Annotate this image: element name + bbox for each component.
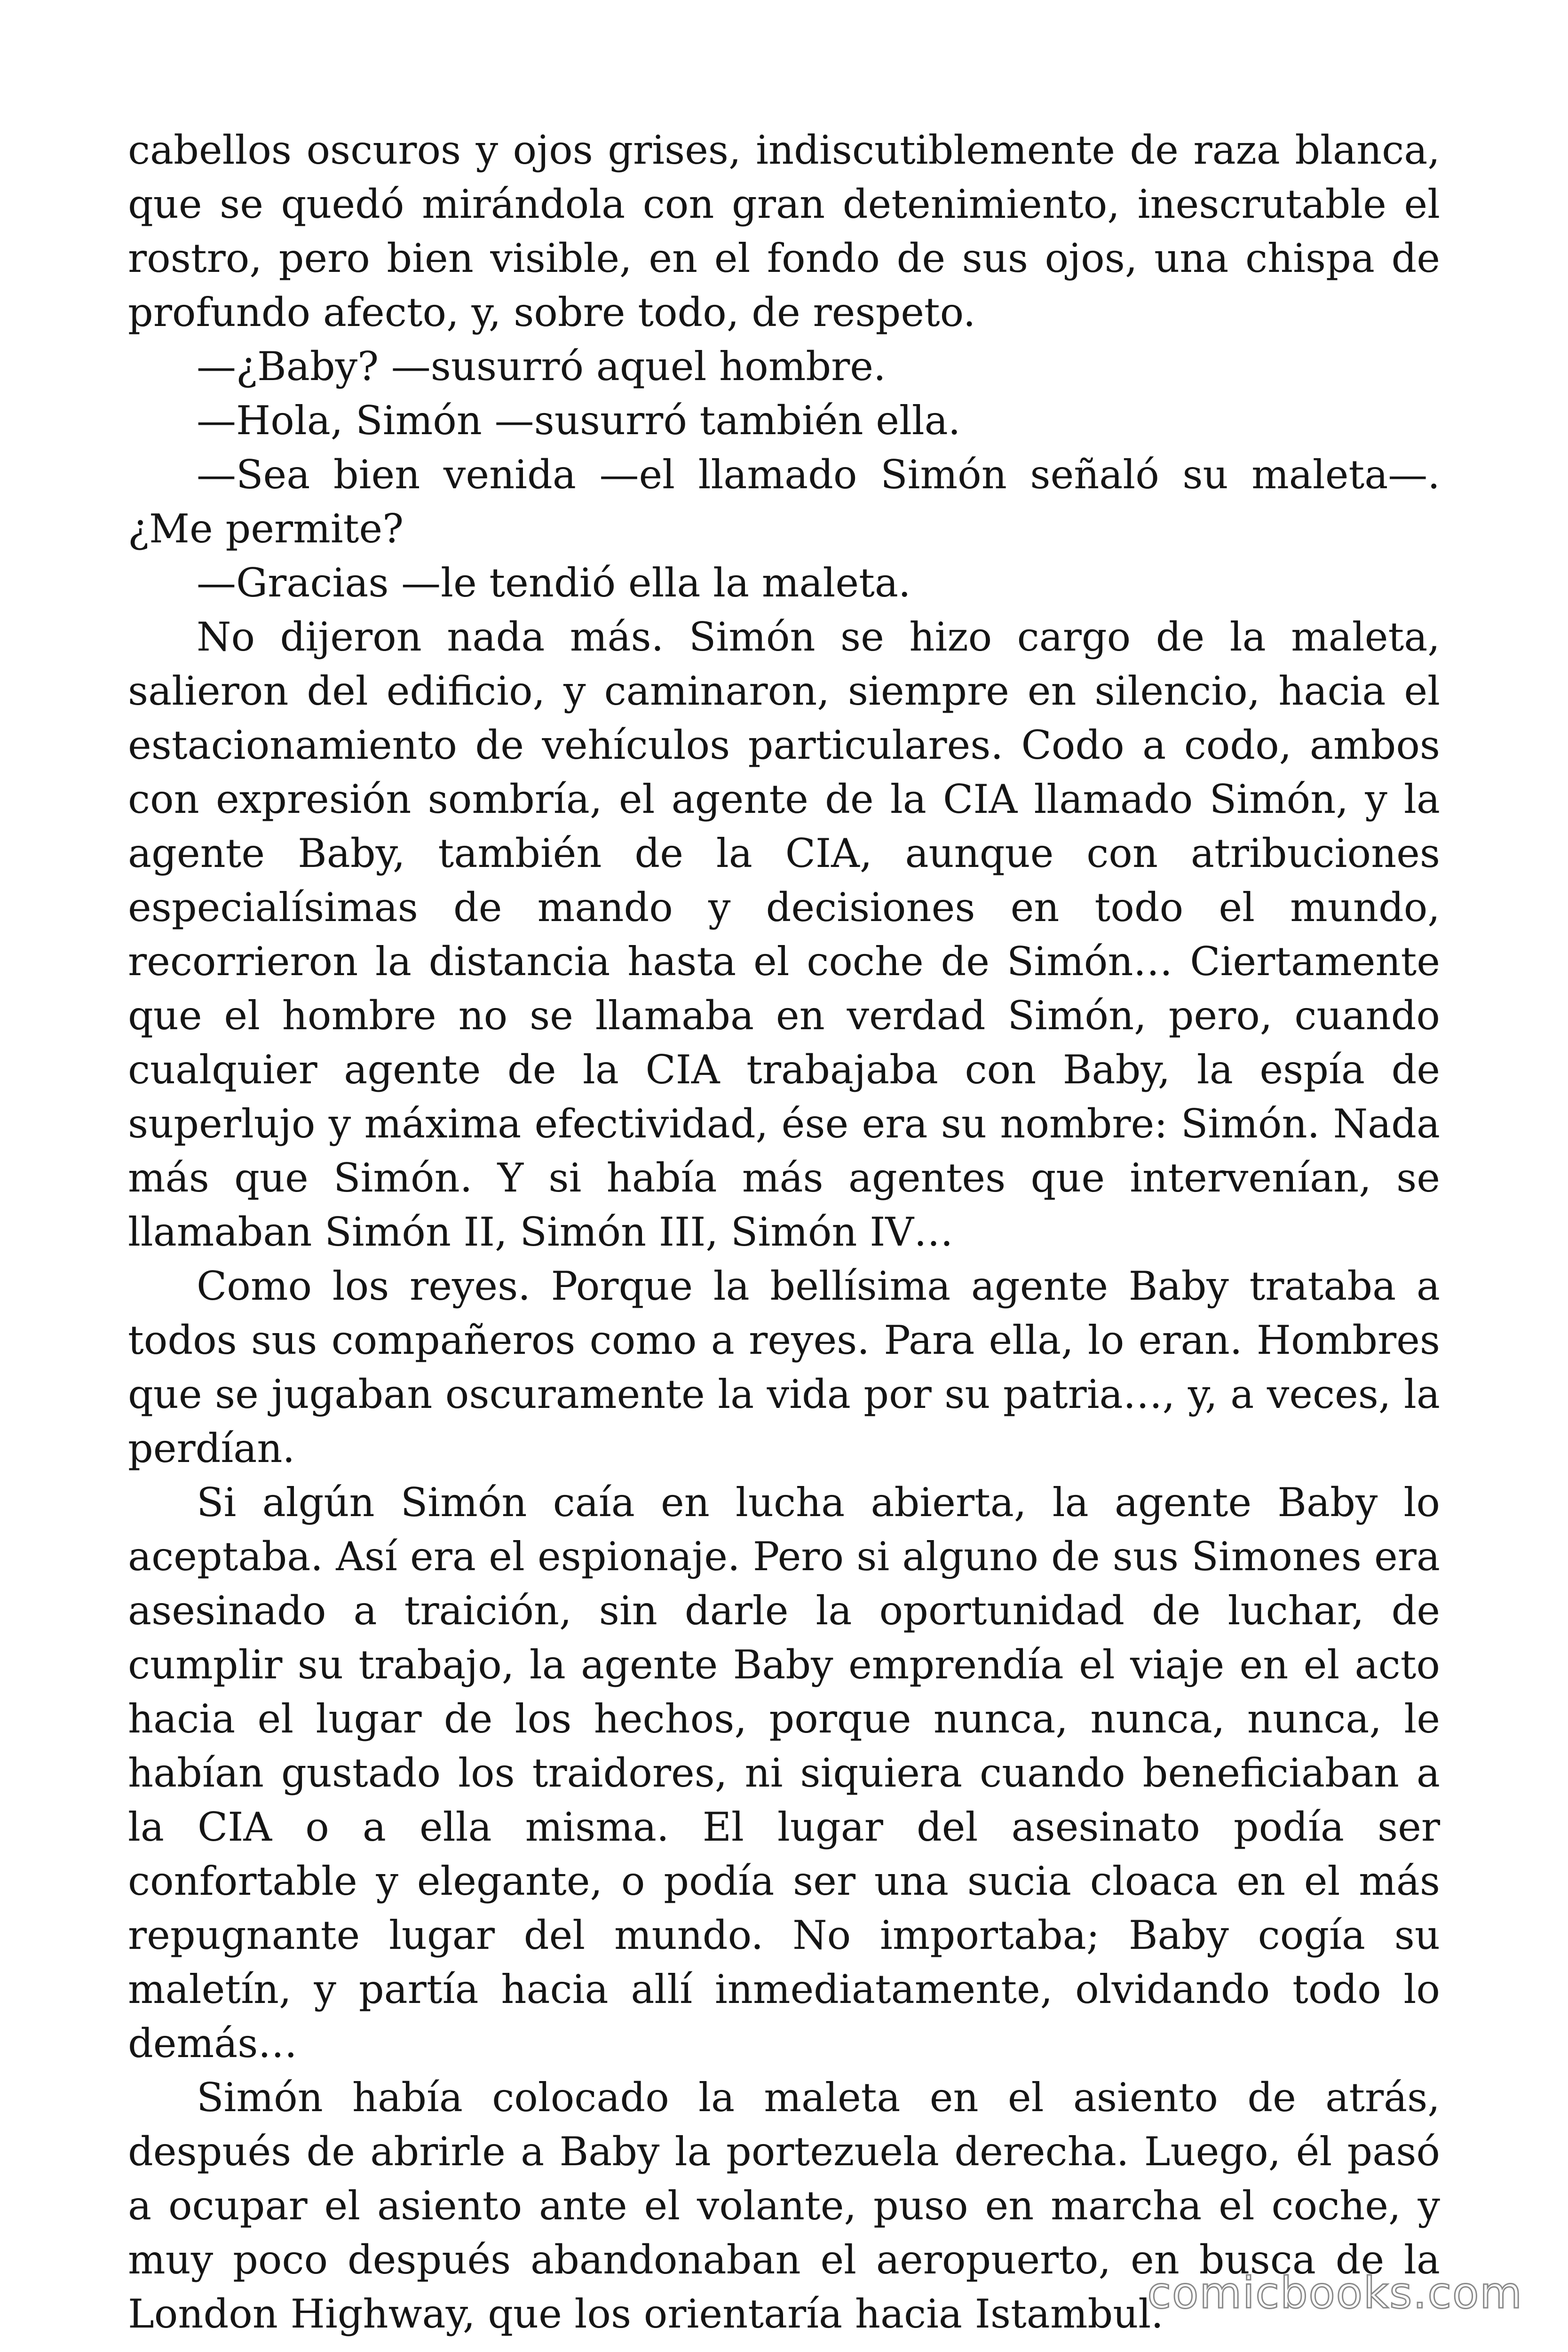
dialogue-line: —Sea bien venida —el llamado Simón señaló su maleta—. ¿Me permite? xyxy=(128,452,1440,552)
dialogue-line: —Gracias —le tendió ella la maleta. xyxy=(197,560,911,606)
dialogue-line: —¿Baby? —susurró aquel hombre. xyxy=(197,343,886,389)
paragraph: No dijeron nada más. Simón se hizo cargo de la maleta, salieron del edificio, y caminaron, siempre en silencio, hacia el estacionamiento de vehículos particulares. Codo a codo, ambos con expresión sombría, el agente de la CIA llamado Simón, y la agente Baby, también de la CIA, aunque con atribuciones especialísimas de mando y decisiones en todo el mundo, recorrieron la distancia hasta el coche de Simón… Ciertamente que el hombre no se llamaba en verdad Simón, pero, cuando cualquier agente de la CIA trabajaba con Baby, la espía de superlujo y máxima efectividad, ése era su nombre: Simón. Nada más que Simón. Y si había más agentes que intervenían, se llamaban Simón II, Simón III, Simón IV… xyxy=(128,614,1440,1255)
paragraph-continuation: cabellos oscuros y ojos grises, indiscutiblemente de raza blanca, que se quedó mirándola con gran detenimiento, inescrutable el rostro, pero bien visible, en el fondo de sus ojos, una chispa de profundo afecto, y, sobre todo, de respeto. xyxy=(128,127,1440,335)
dialogue-line: —Hola, Simón —susurró también ella. xyxy=(197,397,961,444)
paragraph: Como los reyes. Porque la bellísima agente Baby trataba a todos sus compañeros como a reyes. Para ella, lo eran. Hombres que se jugaban oscuramente la vida por su patria…, y, a veces, la perdían. xyxy=(128,1263,1440,1471)
paragraph: Simón había colocado la maleta en el asiento de atrás, después de abrirle a Baby la portezuela derecha. Luego, él pasó a ocupar el asiento ante el volante, puso en marcha el coche, y muy poco después abandonaban el aeropuerto, en busca de la London Highway, que los orientaría hacia Istambul. xyxy=(128,2074,1440,2337)
paragraph: Si algún Simón caía en lucha abierta, la agente Baby lo aceptaba. Así era el espionaje. Pero si alguno de sus Simones era asesinado a traición, sin darle la oportunidad de luchar, de cumplir su trabajo, la agente Baby emprendía el viaje en el acto hacia el lugar de los hechos, porque nunca, nunca, nunca, le habían gustado los traidores, ni siquiera cuando beneficiaban a la CIA o a ella misma. El lugar del asesinato podía ser confortable y elegante, o podía ser una sucia cloaca en el más repugnante lugar del mundo. No importaba; Baby cogía su maletín, y partía hacia allí inmediatamente, olvidando todo lo demás… xyxy=(128,1479,1440,2066)
site-watermark: comicbooks.com xyxy=(1147,2268,1523,2318)
